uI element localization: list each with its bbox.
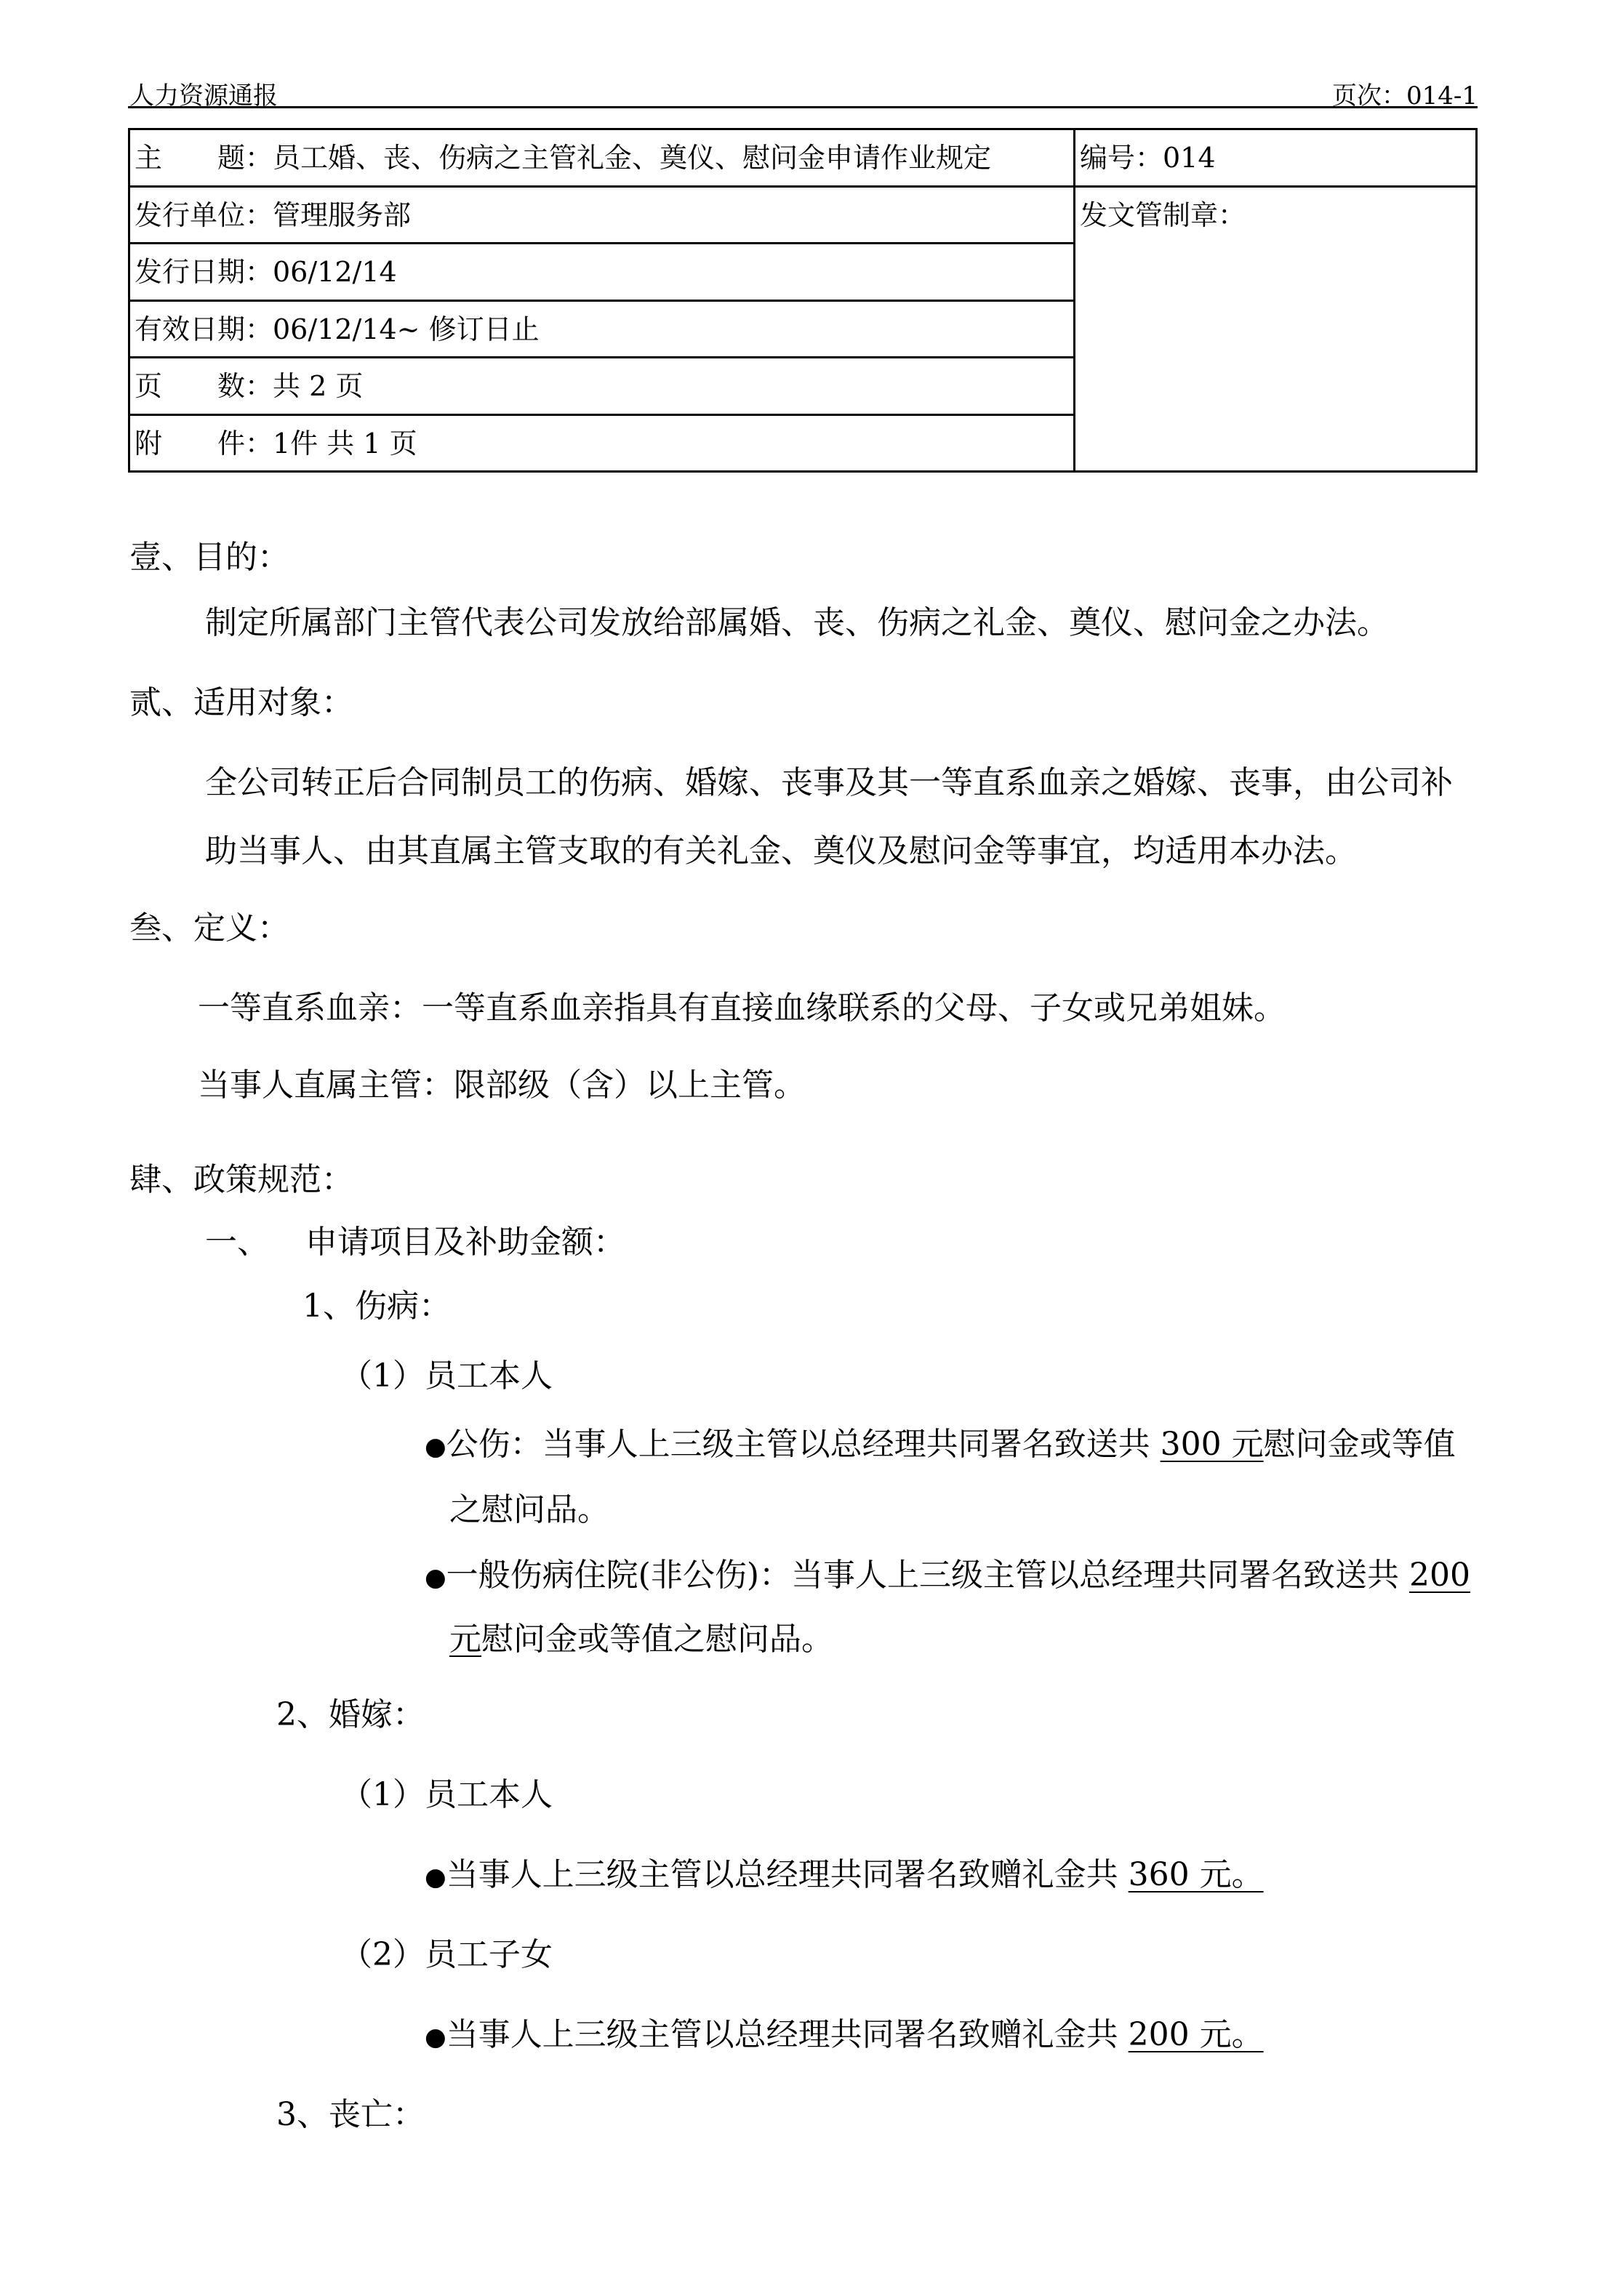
marriage-children-bullet: ●当事人上三级主管以总经理共同署名致赠礼金共 200 元。 [425,2016,1264,2053]
effective-date-row: 有效日期：06/12/14~ 修订日止 [130,302,1073,359]
amount-200-wedding: 200 元。 [1128,2016,1264,2053]
injury-general-line1: ●一般伤病住院(非公伤)：当事人上三级主管以总经理共同署名致送共 200 [425,1557,1470,1594]
amount-200: 200 [1409,1557,1470,1594]
section-purpose-body: 制定所属部门主管代表公司发放给部属婚、丧、伤病之礼金、奠仪、慰问金之办法。 [205,604,1389,641]
subject-row: 主 题：员工婚、丧、伤病之主管礼金、奠仪、慰问金申请作业规定 [130,130,1073,188]
document-info-right [1075,130,1475,470]
marriage-employee: （1）员工本人 [340,1776,553,1813]
bereavement-title: 3、丧亡： [276,2096,425,2133]
section-policy-title: 肆、政策规范： [129,1161,353,1198]
section-purpose-title: 壹、目的： [129,539,289,576]
marriage-employee-bullet: ●当事人上三级主管以总经理共同署名致赠礼金共 360 元。 [425,1856,1264,1893]
definition-kin: 一等直系血亲：一等直系血亲指具有直接血缘联系的父母、子女或兄弟姐妹。 [198,990,1286,1027]
attachment-row: 附 件：1件 共 1 页 [135,427,417,459]
document-number: 编号：014 [1075,130,1475,188]
policy-item-title: 申请项目及补助金额： [305,1224,625,1261]
marriage-children: （2）员工子女 [340,1936,553,1973]
seal-label: 发文管制章： [1080,198,1246,231]
header-divider [128,106,1478,108]
bullet-icon: ● [425,1563,446,1592]
section-definition-title: 叁、定义： [129,910,289,947]
injury-employee: （1）员工本人 [340,1357,553,1394]
page-number: 页次：014-1 [1331,81,1478,111]
injury-title: 1、伤病： [302,1288,451,1325]
section-scope-title: 贰、适用对象： [129,684,353,721]
bullet-icon: ● [425,1863,446,1892]
definition-supervisor: 当事人直属主管：限部级（含）以上主管。 [198,1067,806,1104]
marriage-title: 2、婚嫁： [276,1696,425,1733]
bullet-icon: ● [425,2023,446,2052]
document-info-left [130,130,1075,470]
issuer-row: 发行单位：管理服务部 [130,188,1073,245]
section-scope-body-line2: 助当事人、由其直属主管支取的有关礼金、奠仪及慰问金等事宜，均适用本办法。 [205,832,1357,870]
amount-300: 300 元 [1160,1426,1264,1463]
injury-work-line1: ●公伤：当事人上三级主管以总经理共同署名致送共 300 元慰问金或等值 [425,1426,1456,1463]
document-info-table [128,128,1478,473]
issue-date-row: 发行日期：06/12/14 [130,244,1073,302]
report-title: 人力资源通报 [129,81,278,111]
policy-item-number: 一、 [205,1224,269,1261]
amount-360: 360 元。 [1128,1856,1264,1893]
injury-work-line2: 之慰问品。 [449,1491,609,1528]
injury-general-line2: 元慰问金或等值之慰问品。 [449,1621,833,1658]
bullet-icon: ● [425,1432,446,1461]
pages-row: 页 数：共 2 页 [130,358,1073,416]
section-scope-body-line1: 全公司转正后合同制员工的伤病、婚嫁、丧事及其一等直系血亲之婚嫁、丧事，由公司补 [205,764,1453,801]
